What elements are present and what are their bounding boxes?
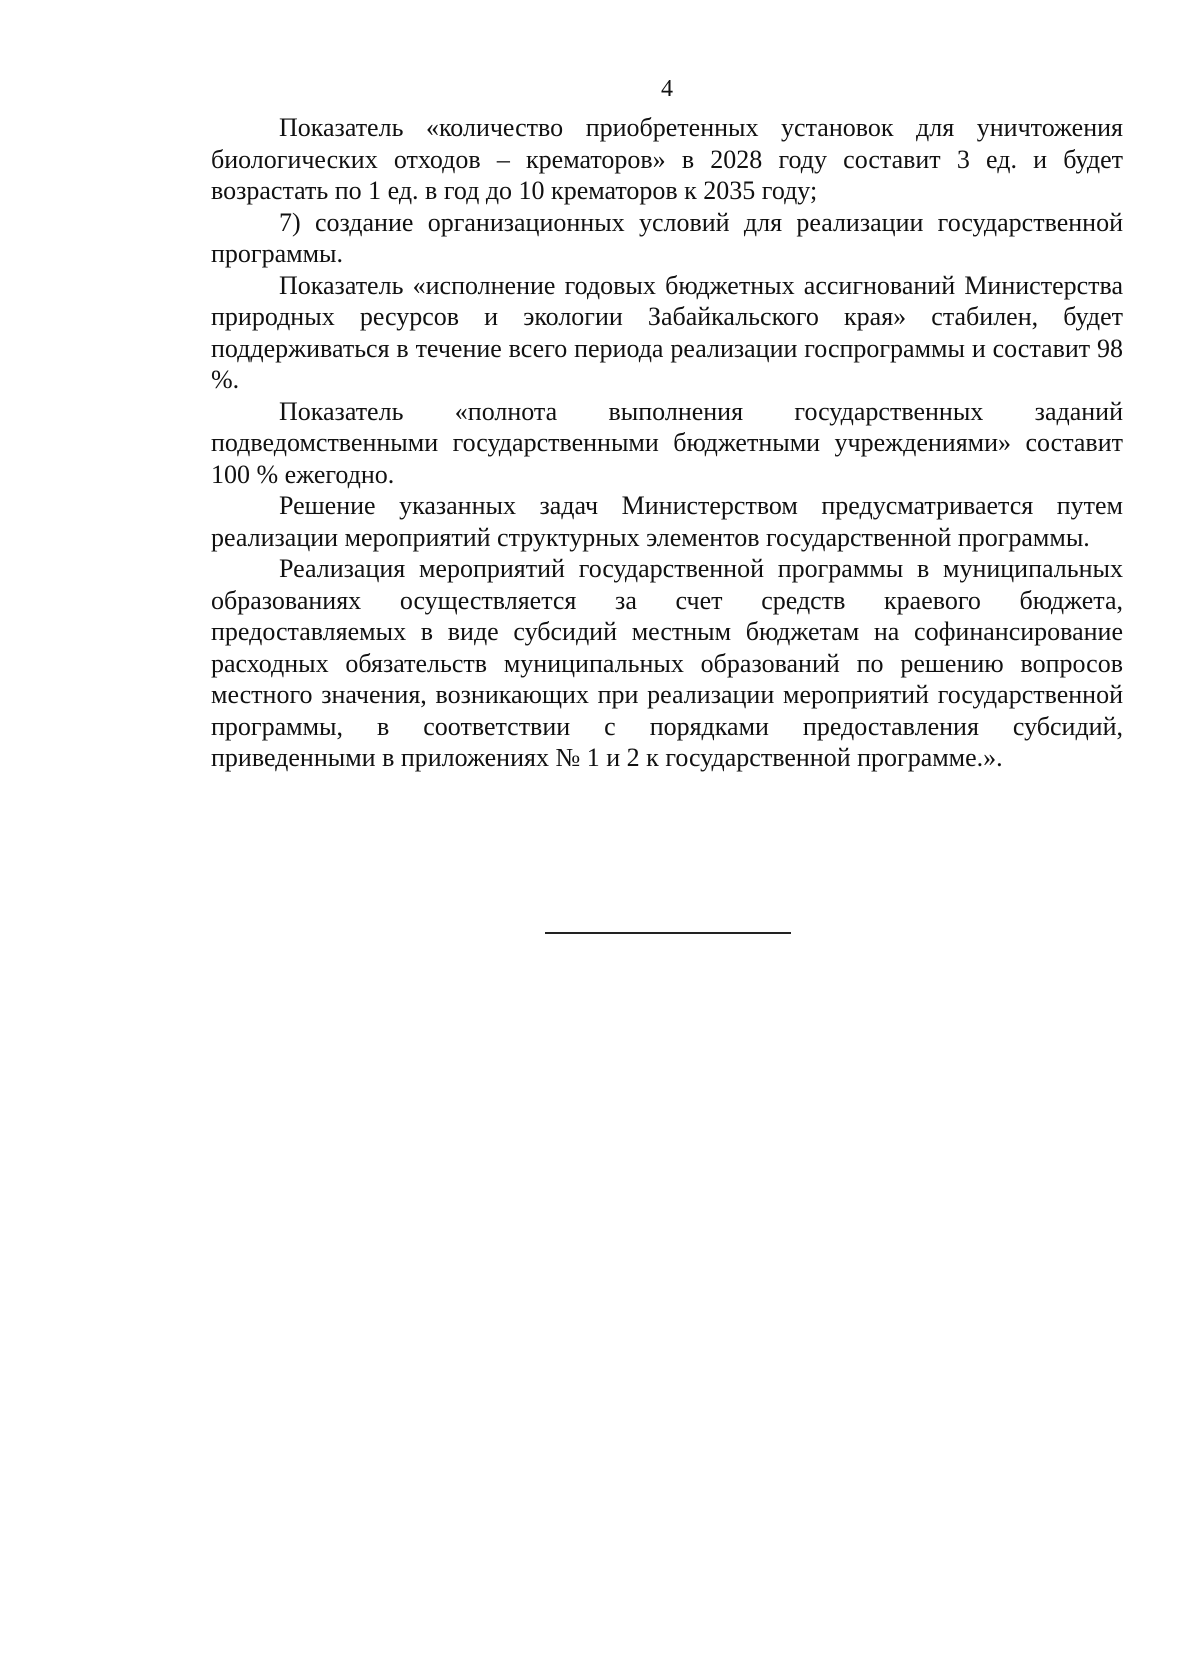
paragraph-municipal-implementation: Реализация мероприятий государственной программы в муниципальных образованиях осуществляется за счет средств краевого бюджета, предоставляемых в виде субсидий местным бюджетам на софинансирование расходных обязательств муниципальных образований по решению вопросов местного значения, возникающих при реализации мероприятий государственной программы, в соответствии с порядками предоставления субсидий, приведенными в приложениях № 1 и 2 к государственной программе.». [211, 554, 1123, 772]
paragraph-budget-execution-indicator: Показатель «исполнение годовых бюджетных ассигнований Министерства природных ресурсов и экологии Забайкальского края» стабилен, будет поддерживаться в течение всего периода реализации госпрограммы и составит 98 %. [211, 270, 1123, 394]
paragraph-tasks-solution: Решение указанных задач Министерством предусматривается путем реализации мероприятий структурных элементов государственной программы. [211, 491, 1123, 552]
end-divider-line [545, 932, 791, 934]
document-body [211, 112, 1123, 774]
paragraph-state-tasks-indicator: Показатель «полнота выполнения государственных заданий подведомственными государственными бюджетными учреждениями» составит 100 % ежегодно. [211, 396, 1123, 489]
page-number: 4 [661, 76, 673, 102]
paragraph-crematoria-indicator: Показатель «количество приобретенных установок для уничтожения биологических отходов – крематоров» в 2028 году составит 3 ед. и будет возрастать по 1 ед. в год до 10 крематоров к 2035 году; [211, 113, 1123, 205]
paragraph-organizational-conditions: 7) создание организационных условий для реализации государственной программы. [211, 207, 1123, 268]
